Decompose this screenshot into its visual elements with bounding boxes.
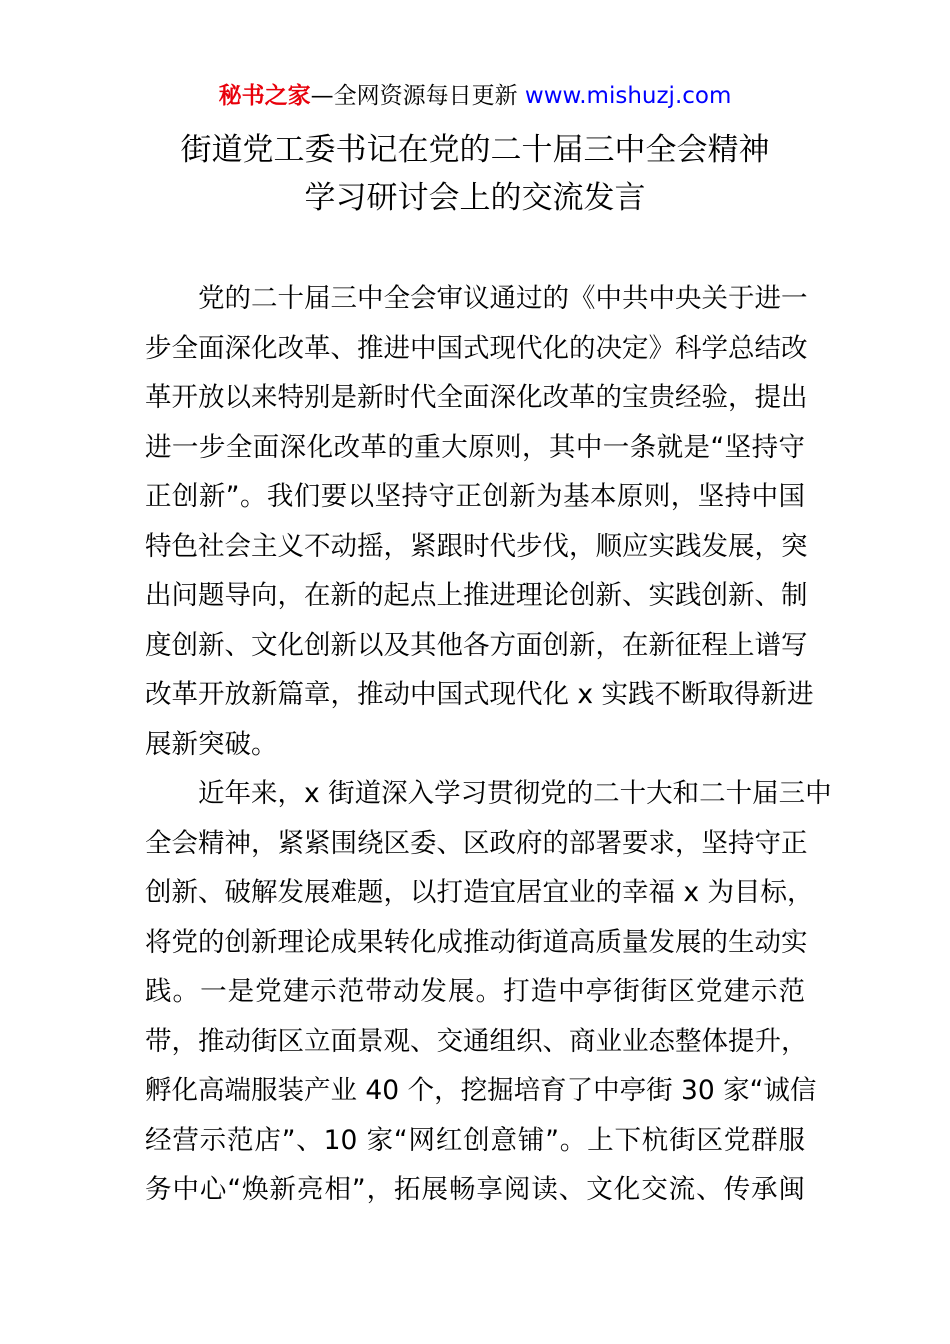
header-tagline: —全网资源每日更新 xyxy=(310,83,525,109)
title-line: 学习研讨会上的交流发言 xyxy=(304,180,646,216)
text-line: 将党的创新理论成果转化成推动街道高质量发展的生动实 xyxy=(145,926,808,958)
text-line: 带，推动街区立面景观、交通组织、商业业态整体提升， xyxy=(145,1025,808,1057)
text-line: 践。一是党建示范带动发展。打造中亭街街区党建示范 xyxy=(145,976,805,1007)
site-url-link[interactable]: www.mishuzj.com xyxy=(524,83,732,109)
text-line: 孵化高端服装产业 40 个，挖掘培育了中亭街 30 家“诚信 xyxy=(145,1075,817,1106)
text-line: 经营示范店”、10 家“网红创意铺”。上下杭街区党群服 xyxy=(145,1124,805,1156)
text-line: 近年来，x 街道深入学习贯彻党的二十大和二十届三中 xyxy=(198,778,832,809)
text-line: 改革开放新篇章，推动中国式现代化 x 实践不断取得新进 xyxy=(145,679,814,710)
text-line: 正创新”。我们要以坚持守正创新为基本原则，坚持中国 xyxy=(145,481,805,512)
paragraph-2 xyxy=(145,769,832,1215)
document-title xyxy=(0,126,950,222)
text-line: 步全面深化改革、推进中国式现代化的决定》科学总结改 xyxy=(145,332,808,364)
text-line: 展新突破。 xyxy=(145,728,278,760)
text-line: 务中心“焕新亮相”，拓展畅享阅读、文化交流、传承闽 xyxy=(145,1174,805,1205)
text-line: 党的二十届三中全会审议通过的《中共中央关于进一 xyxy=(198,283,808,314)
text-line: 特色社会主义不动摇，紧跟时代步伐，顺应实践发展，突 xyxy=(145,530,808,562)
text-line: 创新、破解发展难题，以打造宜居宜业的幸福 x 为目标， xyxy=(145,877,814,908)
text-line: 出问题导向，在新的起点上推进理论创新、实践创新、制 xyxy=(145,580,808,611)
text-line: 革开放以来特别是新时代全面深化改革的宝贵经验，提出 xyxy=(145,382,808,413)
document-body xyxy=(145,274,832,1215)
title-line: 街道党工委书记在党的二十届三中全会精神 xyxy=(180,132,770,168)
text-line: 度创新、文化创新以及其他各方面创新，在新征程上谱写 xyxy=(145,629,808,661)
brand-name: 秘书之家 xyxy=(218,83,311,109)
text-line: 全会精神，紧紧围绕区委、区政府的部署要求，坚持守正 xyxy=(145,827,808,859)
text-line: 进一步全面深化改革的重大原则，其中一条就是“坚持守 xyxy=(145,431,805,463)
site-header xyxy=(0,80,950,112)
paragraph-1 xyxy=(145,274,814,769)
